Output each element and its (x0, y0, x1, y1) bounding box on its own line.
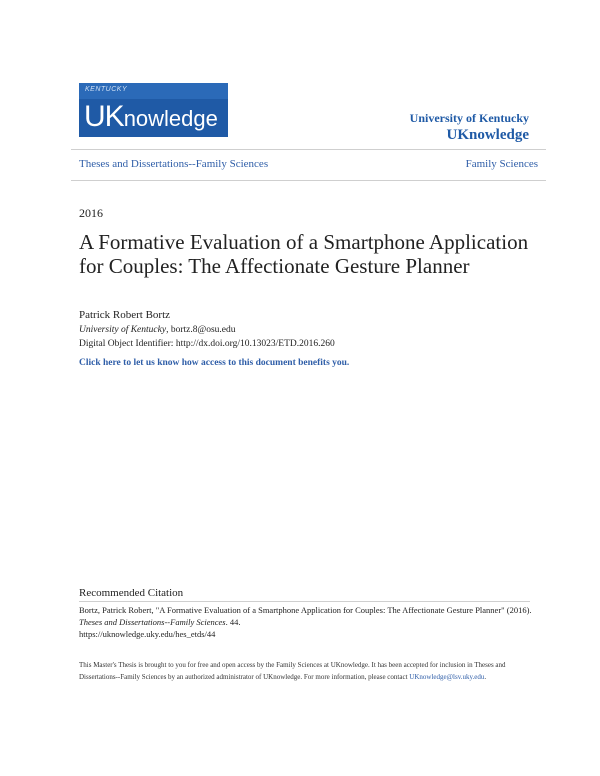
citation-series: Theses and Dissertations--Family Sciences (79, 617, 226, 627)
department-link[interactable]: Family Sciences (465, 158, 538, 170)
collection-link[interactable]: Theses and Dissertations--Family Sciences (79, 158, 269, 170)
author-email: , bortz.8@osu.edu (166, 325, 236, 335)
repository-name[interactable]: UKnowledge (446, 127, 529, 143)
logo-nowledge-text: nowledge (123, 106, 218, 131)
notice-text: This Master's Thesis is brought to you for free and open access by the Family Sciences at UKnowledge. It has been accepted for inclusion in Theses and Dissertations--Family Sciences by an authorized administrator of UKnowledge. For more information, please contact (79, 661, 506, 681)
author-affiliation (79, 325, 236, 335)
recommended-citation-heading: Recommended Citation (79, 587, 184, 599)
access-notice (79, 659, 534, 683)
uknowledge-logo[interactable] (79, 83, 228, 137)
citation-text (79, 604, 534, 640)
notice-end: . (484, 673, 487, 681)
contact-email-link[interactable]: UKnowledge@lsv.uky.edu (409, 673, 485, 681)
citation-line: Bortz, Patrick Robert, "A Formative Evaluation of a Smartphone Application for Couples: The Affectionate Gesture Planner" (2016). (79, 605, 532, 615)
collection-navbar (71, 149, 546, 181)
citation-divider (79, 601, 530, 602)
logo-wordmark (84, 100, 218, 134)
logo-uk-text: UK (84, 100, 124, 133)
institution-block (410, 111, 529, 144)
citation-series-number: . 44. (225, 617, 241, 627)
logo-kentucky-text: KENTUCKY (85, 86, 128, 93)
document-title: A Formative Evaluation of a Smartphone Application for Couples: The Affectionate Gesture Planner (79, 230, 529, 278)
affiliation-institution: University of Kentucky (79, 325, 167, 335)
citation-url[interactable]: https://uknowledge.uky.edu/hes_etds/44 (79, 629, 216, 639)
author-name: Patrick Robert Bortz (79, 309, 171, 321)
publication-year: 2016 (79, 206, 103, 220)
doi-line[interactable]: Digital Object Identifier: http://dx.doi.org/10.13023/ETD.2016.260 (79, 339, 335, 349)
institution-name[interactable]: University of Kentucky (409, 111, 529, 125)
benefit-feedback-link[interactable]: Click here to let us know how access to this document benefits you. (79, 358, 350, 368)
